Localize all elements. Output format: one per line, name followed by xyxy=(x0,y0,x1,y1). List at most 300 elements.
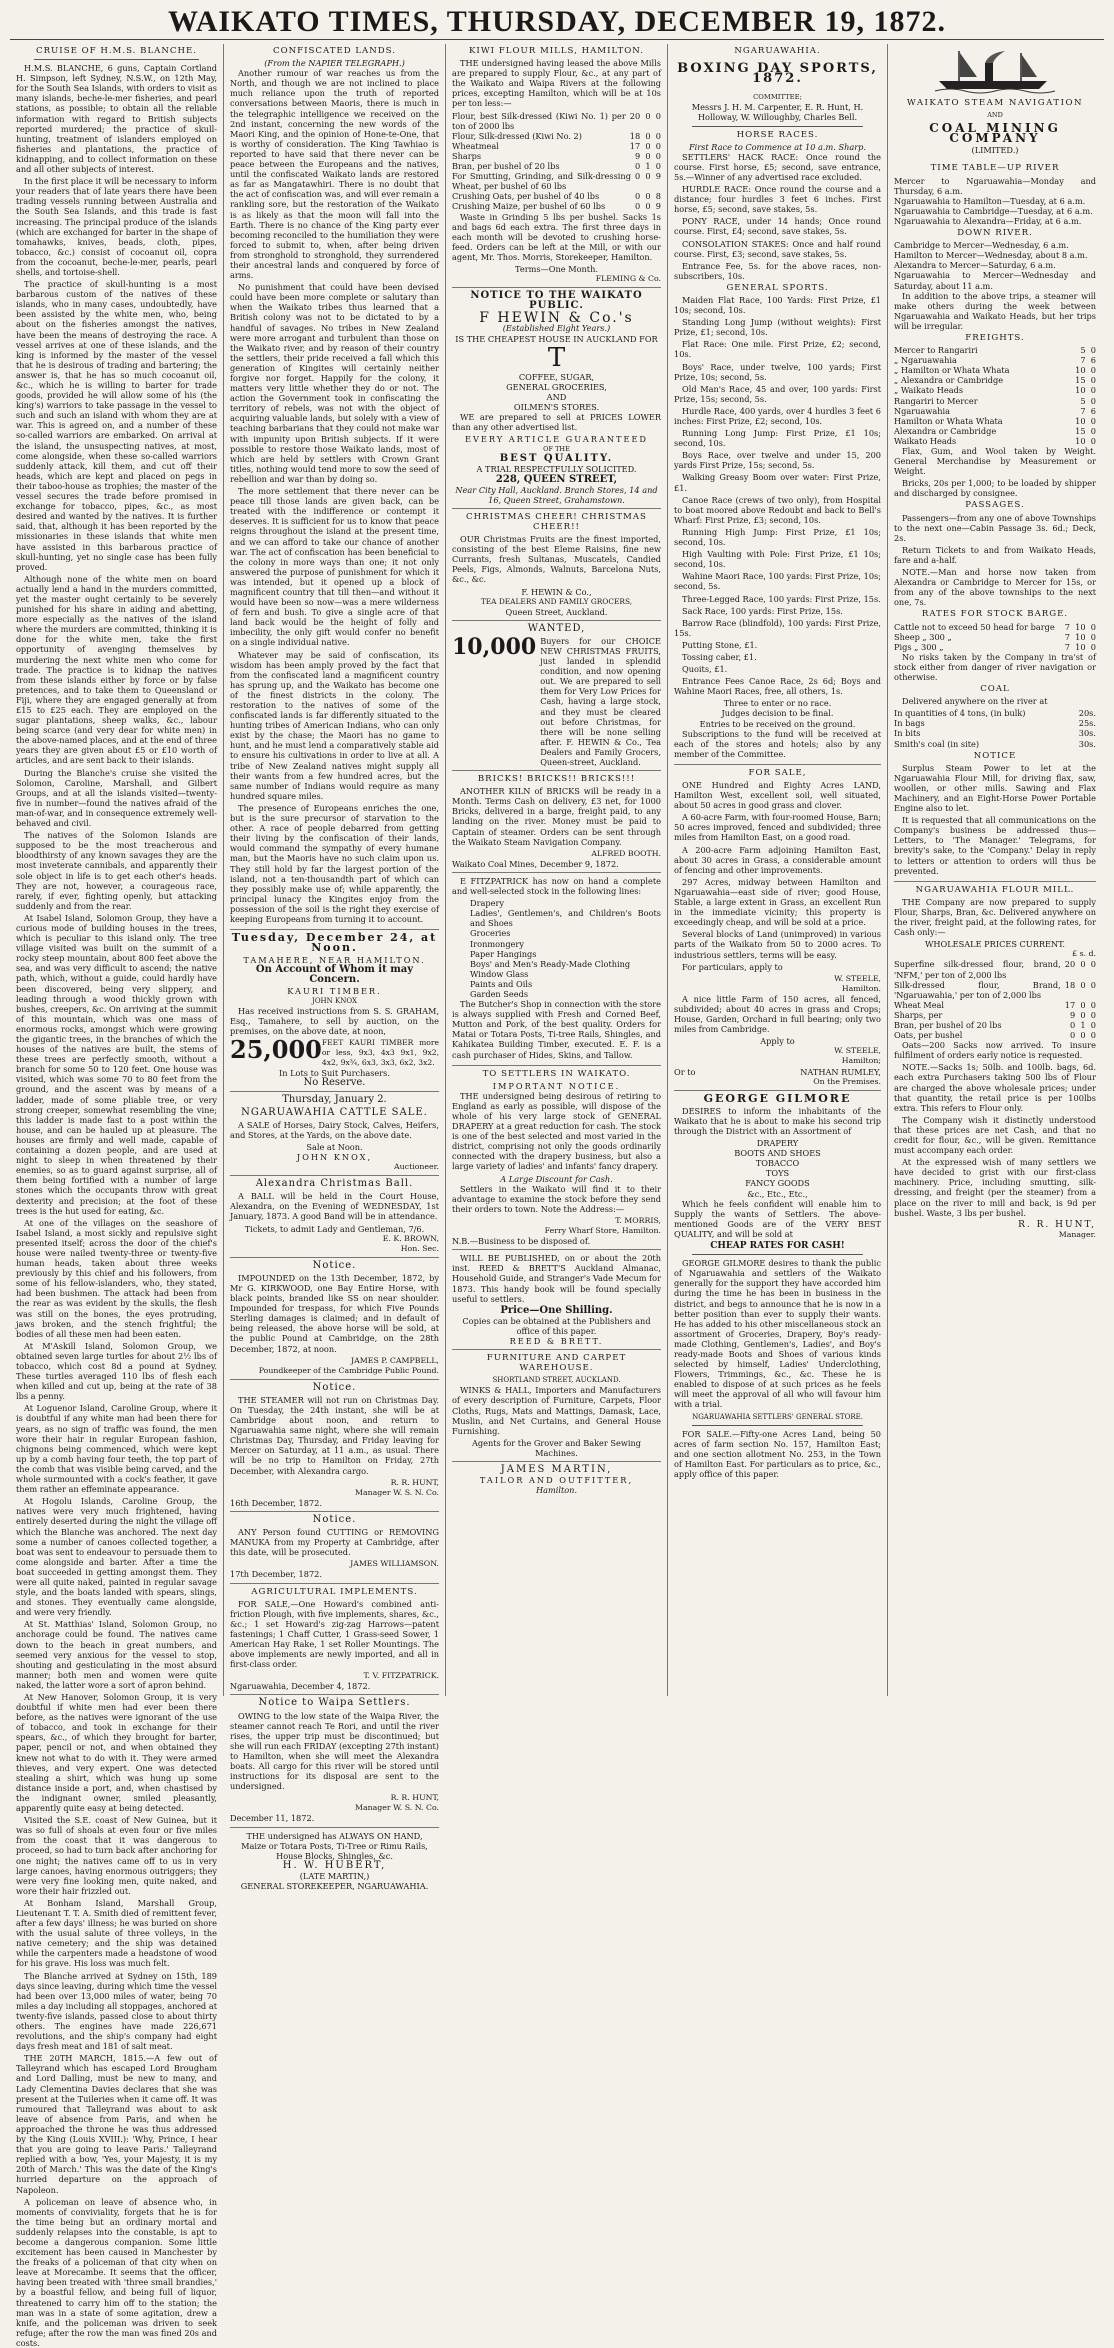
price-label: Bran, per bushel of 20 lbs xyxy=(452,161,560,172)
list-item: GENERAL GROCERIES, xyxy=(506,381,607,392)
price-row xyxy=(894,375,1096,385)
freights-list xyxy=(894,345,1096,446)
price-row xyxy=(894,959,1096,979)
hewin-items xyxy=(452,372,661,412)
coal-heading: COAL xyxy=(980,684,1010,695)
cruise-heading: CRUISE OF H.M.S. BLANCHE. xyxy=(36,46,197,56)
paragraph: Running Long Jump: First Prize, £1 10s; second, 10s. xyxy=(674,428,881,449)
price-value: 30s. xyxy=(1078,728,1096,739)
list-item: Groceries xyxy=(470,928,511,939)
gilmore-body: Which he feels confident will enable him to Supply the wants of Settlers. The above-mentioned Goods are of the VERY BEST QUALITY, and will be sold at xyxy=(674,1198,881,1239)
settlers-heading: TO SETTLERS IN WAIKATO. xyxy=(482,1068,631,1079)
wholesale-heading: WHOLESALE PRICES CURRENT. xyxy=(924,939,1066,950)
christmas-addr: Queen Street, Auckland. xyxy=(505,606,608,617)
committee-label: COMMITTEE; xyxy=(753,93,802,102)
notice-sign: JAMES P. CAMPBELL, xyxy=(351,1355,439,1365)
price-row xyxy=(452,171,661,191)
list-item: Drapery xyxy=(470,898,504,909)
furniture-body: WINKS & HALL, Importers and Manufacturers of every description of Furniture, Carpets, Floor Cloths, Rugs, Mats and Mattings, Damask, Lace, Muslin, and Net Curtains, and General House Furnishing. xyxy=(452,1385,661,1436)
paragraph: At Bonham Island, Marshall Group, Lieutenant T. T. A. Smith died of remittent fever, after a few days' illness; he was buried on shore with the usual salute of three volleys, in the native cemetery; and the ship was detained while the carpenters made a headstone of wood for his grave. His loss was much felt. xyxy=(16,1897,217,1969)
list-item: FANCY GOODS xyxy=(745,1178,810,1189)
paragraph: PONY RACE, under 14 hands; Once round course. First, £4; second, save stakes, 5s. xyxy=(674,216,881,237)
forsale-apply: Apply to xyxy=(760,1036,795,1047)
paragraph: At one of the villages on the seashore of Isabel Island, a most sickly and repulsive sight presented itself; across the door of the chief's house were nailed twenty-three or twenty-five human heads, taken about three weeks previously by this chief and his followers, from some of his fellow-islanders, who, they stated, had been bushmen. The attack had been from the rear as was evident by the skulls, the flesh was still on the bones, the eyes protruding, jaws broken, and the stench frightful; the bodies of all these men had been eaten. xyxy=(16,1217,217,1339)
wanted-heading: WANTED, xyxy=(527,622,586,634)
cattle-sale-ad xyxy=(230,1095,439,1176)
sale-big xyxy=(230,1035,439,1068)
paragraph: The natives of the Solomon Islands are supposed to be the most treacherous and bloodthirsty of any known savages they are the most inveterate cannibals, and apparently their sole object in life is to get each other's heads. They are not, however, a courageous race, rarely, if ever, fighting openly, but attacking suddenly and from the rear. xyxy=(16,830,217,911)
forsale-heading: FOR SALE, xyxy=(748,767,807,778)
price-row xyxy=(894,426,1096,436)
fitz-butcher: The Butcher's Shop in connection with the store is always supplied with Fresh and Corned Beef, Mutton and Pork, of the best quality. Orders for Matai or Totara Posts, Ti-tree Rails, Shingles, and Kahikatea Building Timber, executed. E. F. is a cash purchaser of Hides, Skins, and Tallow. xyxy=(452,999,661,1060)
price-value: 30s. xyxy=(1078,738,1096,749)
price-label: For Smutting, Grinding, and Silk-dressing Wheat, per bushel of 60 lbs xyxy=(452,171,631,192)
price-row xyxy=(894,365,1096,375)
rule xyxy=(692,1425,863,1426)
price-value: 20s. xyxy=(1078,708,1096,719)
mills-terms: Terms—One Month. xyxy=(515,263,598,274)
ball-role: Hon. Sec. xyxy=(400,1243,439,1253)
cattle-noon: Sale at Noon. xyxy=(306,1141,363,1152)
confiscated-lands-article xyxy=(230,46,439,930)
steele-name-2: W. STEELE, xyxy=(834,1046,881,1056)
paragraph: Whatever may be said of confiscation, its wisdom has been amply proved by the fact that from the confiscated land a magnificent country has sprung up, and the Waikato has become one of the finest districts in the colony. The restoration to the natives of some of the confiscated lands is far differently situated to the hunting tribes of American Indians, who can only exist by the chase; the Maori has no game to hunt, and he must lend a comparatively stable aid to ensure his cultivations in order to live at all. A tribe of New Zealand natives might supply all their wants from a few hundred acres, but the same number of Indians would require as many hundred square miles. xyxy=(230,649,439,801)
gilmore-intro: DESIRES to inform the inhabitants of the Waikato that he is about to make his second trip through the District with an Assortment of xyxy=(674,1105,881,1136)
rule xyxy=(692,126,863,127)
paragraph: In the first place it will be necessary to inform your readers that of late years there have been trading vessels running between Australia and the South Sea Islands, and this trade is fast increasing. The principal produce of the islands (which are exchanged for barter in the shape of tomahawks, knives, beads, cloth, pipes, tobacco, &c.) consist of cocoanut oil, copra from the cocoanut, beche-le-mer, pearls, pearl shells, and tortoise-shell. xyxy=(16,176,217,277)
mill-manager: Manager. xyxy=(1058,1229,1096,1239)
last-sale: FOR SALE.—Fifty-one Acres Land, being 50 acres of farm section No. 157, Hamilton East; and one section allotment No. 253, in the Town of Hamilton East. For particulars as to price, &c., apply office of this paper. xyxy=(674,1428,881,1479)
hubert-ad xyxy=(230,1831,439,1892)
martin-trade: TAILOR AND OUTFITTER, xyxy=(479,1475,634,1486)
paragraph: Quoits, £1. xyxy=(682,664,728,675)
price-label: Alexandra or Cambridge xyxy=(894,425,997,436)
steamer-notice xyxy=(230,1383,439,1512)
notice-date: 16th December, 1872. xyxy=(230,1497,322,1508)
sale-place: TAMAHERE, NEAR HAMILTON. xyxy=(243,955,426,966)
price-label: Wheat Meal xyxy=(894,999,945,1010)
list-item: Window Glass xyxy=(470,968,529,979)
implements-heading: AGRICULTURAL IMPLEMENTS. xyxy=(251,1586,418,1597)
price-row xyxy=(894,980,1096,1000)
confiscated-source: (From the NAPIER TELEGRAPH.) xyxy=(264,58,405,69)
price-row xyxy=(894,1010,1096,1020)
price-value: 0 0 0 xyxy=(1069,1030,1096,1041)
implements-ad xyxy=(230,1587,439,1696)
gilmore-heading: GEORGE GILMORE xyxy=(703,1091,852,1105)
price-value: 0 0 9 xyxy=(634,171,661,182)
price-label: In bits xyxy=(894,728,921,739)
masthead: WAIKATO TIMES, THURSDAY, DECEMBER 19, 1872. xyxy=(10,6,1104,40)
confiscated-body xyxy=(230,68,439,924)
paragraph: Canoe Race (crews of two only), from Hospital to boat moored above Redoubt and back to Bell's Wharf: First Prize, £3; second, 10s. xyxy=(674,494,881,525)
price-label: Bran, per bushel of 20 lbs xyxy=(894,1019,1002,1030)
sale-account: On Account of Whom it may Concern. xyxy=(255,964,414,986)
paragraph: At M'Askill Island, Solomon Group, we obtained seven large turtles for about 2½ lbs of tobacco, which cost 8d a pound at Sydney. These turtles averaged 110 lbs of flesh each when killed and cut up, being at the rate of 38 lbs a penny. xyxy=(16,1340,217,1402)
up-river-list xyxy=(894,176,1096,226)
price-row xyxy=(452,161,661,171)
steam-and: AND xyxy=(987,111,1003,120)
hewin-branches: Near City Hall, Auckland. Branch Stores, 14 and 16, Queen Street, Grahamstown. xyxy=(455,484,658,505)
price-label: Sheep „ 300 „ xyxy=(894,631,952,642)
price-value: 5 0 xyxy=(1080,345,1096,356)
paragraph: At Isabel Island, Solomon Group, they have a curious mode of building houses in the trees, which is peculiar to this island only. The tree village visited was built on the summit of a rocky steep mountain, about 800 feet above the sea, and was very difficult to ascend; the native path, which, without a guide, could hardly have been discovered, being very slippery, and leading through a wood thickly grown with bushes, creepers, &c. On arriving at the summit of this mountain, which was one mass of enormous rocks, amongst which were growing the gigantic trees, in the branches of which the houses of the natives are built, the stems of these trees are perfectly smooth, without a branch for some 50 to 120 feet. One house was visited, which was some 70 to 80 feet from the ground, and the ascent was by means of a ladder, made of some pliable tree, or very strong creeper, somewhat resembling the vine; this ladder is made fast to a post within the house, and can be hauled up at pleasure. The houses are firmly and well made, capable of containing a dozen people, and are used at night to sleep in when threatened by their enemies, so as to guard against surprise, all of them being fortified with a number of large stones which the occupants throw with great dexterity and precision; at the foot of these trees is the hut used for eating, &c. xyxy=(16,912,217,1216)
return-body: Return Tickets to and from Waikato Heads, fare and a-half. xyxy=(894,544,1096,565)
wanted-row xyxy=(452,633,661,767)
price-value: 17 0 0 xyxy=(1064,999,1096,1010)
paragraph: Putting Stone, £1. xyxy=(682,639,758,650)
sports-entrance: Entrance Fee, 5s. for the above races, non-subscribers, 10s. xyxy=(674,260,881,281)
for-sale-ad xyxy=(674,768,881,1091)
steam-coal: COAL MINING COMPANY xyxy=(929,121,1061,146)
notice-body: IMPOUNDED on the 13th December, 1872, by Mr G. KIRKWOOD, one Bay Entire Horse, with black points, branded like SS on near shoulder. Impounded for trespass, for which Five Pounds Sterling damages is claimed; and in default of being released, the above horse will be sold, at the public Pound at Cambridge, on the 28th December, 1872, at noon. xyxy=(230,1272,439,1354)
list-item: TOBACCO xyxy=(755,1158,800,1169)
price-value: 18 0 0 xyxy=(1064,979,1096,990)
gilmore-thanks: GEORGE GILMORE desires to thank the public of Ngaruawahia and settlers of the Waikato generally for the support they have accorded him during the time he has been in business in the district, and begs to announce that he is now in a better position than ever to supply their wants. He has added to his other miscellaneous stock an assortment of Groceries, Drapery, Boy's ready-made Clothing, Gentlemen's, Ladies', and Boy's ready-made Boots and Shoes of various kinds selected by himself, Ladies' Underclothing, Flowers, Trimmings, &c., &c. These he is enabled to dispose of at such prices as he feels will meet the approval of all who will favour him with a trial. xyxy=(674,1258,881,1410)
list-item: Ladies', Gentlemen's, and Children's Boots and Shoes xyxy=(470,908,661,929)
waipa-heading: Notice to Waipa Settlers. xyxy=(258,1697,411,1709)
paragraph: High Vaulting with Pole: First Prize, £1 10s; second, 10s. xyxy=(674,549,881,570)
coal-intro: Delivered anywhere on the river at xyxy=(902,696,1048,707)
settlers-sign: T. MORRIS, xyxy=(615,1215,661,1225)
price-row xyxy=(894,1020,1096,1030)
columns xyxy=(10,44,1104,2348)
sale-big-text: FEET KAURI TIMBER more or less, 9x3, 4x3 9x1, 9x2, 4x2, 9x¾, 6x3, 3x3, 6x2, 3x2. xyxy=(321,1038,439,1068)
hewin-address: 228, QUEEN STREET, xyxy=(495,473,618,485)
column-3 xyxy=(446,44,668,1696)
paragraph: Another rumour of war reaches us from the North, and though we are not inclined to place much reliance upon the truth of reported conversations between Maoris, there is much in the telegraphic intelligence we received on the 2nd instant, concerning the new words of the Maori King, and the opinion of Hone-te-One, that is worthy of consideration. The King Tawhiao is reported to have said that there never can be peace between the Europeans and the natives, until the confiscated Waikato lands are restored as far as Mangatawhiri. There is no doubt that the act of confiscation was, and will ever remain a rankling sore, but the restoration of the Waikato is as likely as that the moon will fall into the Earth. There is no chance of the King party ever becoming reconciled to the humiliation they were forced to submit to, when, after being driven from stronghold to stronghold, they surrendered their ancestral lands and conquered by force of arms. xyxy=(230,68,439,281)
settlers-sub: IMPORTANT NOTICE. xyxy=(492,1080,621,1091)
price-row xyxy=(894,1030,1096,1040)
steele-place: Hamilton. xyxy=(841,983,881,993)
list-item: DRAPERY xyxy=(756,1138,799,1149)
waipa-body: OWING to the low state of the Waipa River, the steamer cannot reach Te Rori, and until the river rises, the upper trip must be discontinued; but she will run each FRIDAY (excepting 27th instant) to Hamilton, when she will meet the Alexandra boats. All cargo for this river will be stored until instructions for its disposal are sent to the undersigned. xyxy=(230,1710,439,1792)
list-item: TOYS xyxy=(765,1168,790,1179)
risks-body: No risks taken by the Company in tra'st of stock either from danger of river navigation or otherwise. xyxy=(894,651,1096,682)
column-1 xyxy=(10,44,224,2348)
price-row xyxy=(894,345,1096,355)
list-item: Entries to be received on the ground. xyxy=(699,718,856,729)
martin-name: JAMES MARTIN, xyxy=(500,1464,613,1475)
mill-sign: R. R. HUNT, xyxy=(1018,1219,1096,1230)
list-item: Hamilton to Mercer—Wednesday, about 8 a.m. xyxy=(894,250,1088,261)
almanac-copies: Copies can be obtained at the Publishers and office of this paper. xyxy=(462,1315,651,1336)
forsale-particulars: For particulars, apply to xyxy=(682,961,783,972)
price-value: 0 0 9 xyxy=(634,201,661,212)
notice-sign: R. R. HUNT, xyxy=(390,1477,439,1487)
ball-heading: Alexandra Christmas Ball. xyxy=(255,1178,414,1190)
price-value: 7 6 xyxy=(1080,405,1096,416)
price-value: 10 0 xyxy=(1075,435,1096,446)
hewin-est: (Established Eight Years.) xyxy=(502,323,611,334)
stock-list xyxy=(894,622,1096,652)
sale-date: Tuesday, December 24, at Noon. xyxy=(231,931,438,955)
price-value: 10 0 xyxy=(1075,385,1096,396)
wanted-body: Buyers for our CHOICE NEW CHRISTMAS FRUITS, just landed in splendid condition, and now opening out. We are prepared to sell them for Very Low Prices for Cash, having a large stock, and they must be cleared out before Christmas, for there will be none selling after. F. HEWIN & Co., Tea Dealers and Family Grocers, Queen-street, Auckland. xyxy=(540,635,661,767)
price-label: Crushing Oats, per bushel of 40 lbs xyxy=(452,191,600,202)
settlers-body: THE undersigned being desirous of retiring to England as early as possible, will dispose of the whole of his very large stock of GENERAL DRAPERY at a great reduction for cash. The stock is one of the best selected and most varied in the district, comprising not only the goods ordinarily connected with the drapery business, but also a large variety of ladies' and infants' fancy drapery. xyxy=(452,1090,661,1172)
price-label: Rangariri to Mercer xyxy=(894,395,978,406)
price-row xyxy=(452,191,661,201)
hewin-body: WE are prepared to sell at PRICES LOWER than any other advertised list. xyxy=(452,412,661,433)
list-item: Garden Seeds xyxy=(470,988,529,999)
column-5 xyxy=(888,44,1102,1696)
price-label: Silk-dressed flour, Brand, 'Ngaruawahia,' per ton of 2,000 lbs xyxy=(894,979,1061,1000)
list-item: Ngaruawahia to Cambridge—Tuesday, at 6 a.m. xyxy=(894,205,1093,216)
furniture-agents: Agents for the Grover and Baker Sewing Machines. xyxy=(471,1437,642,1458)
implements-date: Ngaruawahia, December 4, 1872. xyxy=(230,1681,371,1692)
sale-body: Has received instructions from S. S. GRAHAM, Esq., Tamahere, to sell by auction, on the premises, on the above date, at noon, xyxy=(230,1005,439,1036)
settlers-nb: N.B.—Business to be disposed of. xyxy=(452,1236,591,1247)
price-row xyxy=(894,355,1096,365)
mills-body: THE undersigned having leased the above Mills are prepared to supply Flour, &c., at any part of the Waikato and Waipa Rivers at the following prices, excepting Hamilton, which will be at 10s per ton less:— xyxy=(452,58,661,109)
notice-heading: Notice. xyxy=(312,1381,357,1393)
price-value: 9 0 0 xyxy=(634,150,661,161)
price-row xyxy=(894,385,1096,395)
mills-heading: KIWI FLOUR MILLS, HAMILTON. xyxy=(469,46,644,56)
steam-name: WAIKATO STEAM NAVIGATION xyxy=(906,98,1084,108)
sale-timber: KAURI TIMBER. xyxy=(287,985,382,996)
furniture-ad xyxy=(452,1353,661,1462)
notice-date: 17th December, 1872. xyxy=(230,1569,322,1580)
price-row xyxy=(452,201,661,211)
price-value: 5 0 xyxy=(1080,395,1096,406)
rule xyxy=(34,59,199,60)
price-value: 7 10 0 xyxy=(1064,641,1096,652)
wanted-ad xyxy=(452,624,661,771)
christmas-trade: TEA DEALERS AND FAMILY GROCERS, xyxy=(480,596,633,606)
hewin-name: F HEWIN & Co.'s xyxy=(479,310,634,327)
list-item: Paper Hangings xyxy=(470,948,537,959)
price-value: 7 10 0 xyxy=(1064,631,1096,642)
implements-body: FOR SALE,—One Howard's combined anti-friction Plough, with five implements, shares, &c., &c.; 1 set Howard's zig-zag Harrows—patent fastenings; 1 Chaff Cutter, 1 Grass-seed Sower, 1 American Hay Rake, 1 set Roller Mountings. The above implements are newly imported, and all in first-class order. xyxy=(230,1598,439,1670)
steam-limited: (LIMITED.) xyxy=(971,145,1019,156)
sports-fees: Entrance Fees Canoe Race, 2s 6d; Boys and Wahine Maori Races, free, all others, 1s. xyxy=(674,676,881,697)
paragraph: The more settlement that there never can be peace till those lands are given back, can be treated with the indifference or contempt it deserves. It is sufficient for us to know that peace reigns throughout the island at the present time, and we can afford to take our chance of another war. The act of confiscation has been beneficial to the colony in more ways than one; it not only answered the purpose of punishment for which it was intended, but it opened up a block of magnificent country that till then—and without it would have been so now—was a mere wilderness of fern and bush. To give a single acre of that land back would be the height of folly and imbecility, the only gift would confer no benefit on a single individual native. xyxy=(230,486,439,648)
bricks-body: ANOTHER KILN of BRICKS will be ready in a Month. Terms Cash on delivery, £3 net, for 1000 Bricks, delivered in a barge, freight paid, to any landing on the river. Money must be paid to Captain of steamer. Orders can be sent through the Waikato Steam Navigation Company. xyxy=(452,786,661,847)
list-item: Paints and Oils xyxy=(470,978,533,989)
sale-lots: In Lots to Suit Purchasers. xyxy=(279,1068,390,1079)
lsd-heading: £ s. d. xyxy=(1072,949,1096,959)
price-label: „ Waikato Heads xyxy=(894,385,964,396)
christmas-sign: F. HEWIN & Co., xyxy=(521,586,592,597)
price-row xyxy=(894,416,1096,426)
list-item: Ironmongery xyxy=(470,938,524,949)
bricks-place: Waikato Coal Mines, December 9, 1872. xyxy=(452,858,619,869)
notice-role: Manager W. S. N. Co. xyxy=(354,1487,439,1497)
ball-tickets: Tickets, to admit Lady and Gentleman, 7/6. xyxy=(244,1223,425,1234)
price-row xyxy=(452,141,661,151)
sale-big-number: 25,000 xyxy=(230,1035,322,1064)
steam-navigation-ad xyxy=(894,98,1096,882)
notice-heading: NOTICE xyxy=(973,750,1017,761)
flour-mills-ad xyxy=(452,46,661,288)
list-item: Three to enter or no race. xyxy=(723,698,832,709)
passages-heading: PASSAGES. xyxy=(965,500,1025,511)
mill-body: THE Company are now prepared to supply Flour, Sharps, Bran, &c. Delivered anywhere on the river, freight paid, at the following rates, for Cash only:— xyxy=(894,896,1096,938)
price-label: Flour, best Silk-dressed (Kiwi No. 1) per ton of 2000 lbs xyxy=(452,110,626,131)
paragraph: Although none of the white men on board actually lend a hand in the murders committed, yet the master ought certainly to be severely punished for his share in aiding and abetting, more especially as the natives of the island where the murders are committed, thinking it is done for the white men, take the first opportunity of avenging themselves by murdering the next white men who come for trade. The practice is to kidnap the natives from these islands either by force or by false pretences, and to take them to Queensland or Fiji, where they are engaged generally at from £15 to £25 each. They are employed on the sugar plantations, sheep walks, &c., labour being scarce (and very dear for white men) in the above-named places, and at the end of three years they are given about £5 or £10 worth of articles, and are sent back to their islands. xyxy=(16,573,217,766)
hewin-trial: A TRIAL RESPECTFULLY SOLICITED. xyxy=(476,464,637,475)
list-item: AND xyxy=(546,391,567,402)
mills-price-list xyxy=(452,111,661,212)
furniture-addr: SHORTLAND STREET, AUCKLAND. xyxy=(492,1376,621,1385)
notice-body: Surplus Steam Power to let at the Ngaruawahia Flour Mill, for driving flax, saw, woollen, or other mills. Sawing and Flax Machinery, and an Eight-Horse Power Portable Engine also to let. xyxy=(894,762,1096,814)
paragraph: No punishment that could have been devised could have been more complete or salutary than when the Waikato tribes thus learned that a British colony was not to be dictated to by a handful of savages. No tribes in New Zealand were more arrogant and turbulent than those on the Waikato river, and by reason of their country the settlers, their pride received a fall which this generation of Kingites will certainly neither forgive nor forget. Happily for the colony, it matters very little whether they do or not. The action the Government took in confiscating the territory of rebels, was not with the object of acquiring valuable lands, but solely with a view of teaching barbarians that they could not make war with impunity upon British subjects. If it were possible to restore those Waikato lands, most of which are held by settlers with Crown Grant titles, nothing would tend more to sow the seed of rebellion and war than by doing so. xyxy=(230,282,439,484)
paragraph: SETTLERS' HACK RACE: Once round the course. First horse, £5; second, save entrance, 5s.—Winner of any advertised race excluded. xyxy=(674,151,881,182)
rule xyxy=(692,1254,863,1255)
paragraph: The presence of Europeans enriches the one, but is the sure precursor of starvation to the other. A race of people debarred from getting their living by the confiscation of their lands, would command the sympathy of every humane man, but the Maoris have no such claim upon us. They still hold by far the largest portion of the island, not a ten-thousandth part of which can they possibly make use of; while apparently, the principal lunacy the Kingites enjoy from the possession of the soil is the right they exercise of keeping Europeans from turning it to account. xyxy=(230,802,439,924)
paragraph: At Loguenor Island, Caroline Group, where it is doubtful if any white man had been there for years, as no sign of traffic was found, the men wore their hair in regular European fashion, chignons being commenced, which were kept up by a comb having four teeth, the top part of the comb that was visible being carved, and the whole surmounted with a cock's feather, it gave them rather an effeminate appearance. xyxy=(16,1403,217,1495)
confiscated-heading: CONFISCATED LANDS. xyxy=(273,46,396,56)
settlers-ad xyxy=(452,1069,661,1251)
coal-list xyxy=(894,708,1096,748)
gilmore-store: NGARUAWAHIA SETTLERS' GENERAL STORE. xyxy=(692,1412,863,1421)
impounded-notice xyxy=(230,1261,439,1380)
sale-reserve: No Reserve. xyxy=(303,1077,366,1089)
price-row xyxy=(894,708,1096,718)
steele-name: W. STEELE, xyxy=(834,973,881,983)
hubert-intro: THE undersigned has ALWAYS ON HAND, xyxy=(246,1830,423,1841)
paragraph: Running High Jump: First Prize, £1 10s; second, 10s. xyxy=(674,526,881,548)
list-item: Ngaruawahia to Hamilton—Tuesday, at 6 a.m. xyxy=(894,195,1086,206)
list-item: Judges decision to be final. xyxy=(721,708,834,719)
mills-notes: Waste in Grinding 5 lbs per bushel. Sacks 1s and bags 6d each extra. The first three days in each month will be devoted to crushing horse-feed. Orders can be left at the Mill, or with our agent, Mr. Thos. Morris, Storekeeper, Hamilton. xyxy=(452,211,661,262)
paragraph: Walking Greasy Boom over water: First Prize, £1. xyxy=(674,472,881,493)
almanac-sign: REED & BRETT. xyxy=(509,1335,604,1346)
price-row xyxy=(894,718,1096,728)
implements-sign: T. V. FITZPATRICK. xyxy=(363,1671,439,1681)
price-row xyxy=(894,436,1096,446)
general-heading: GENERAL SPORTS. xyxy=(726,282,829,293)
forsale-forty: A nice little Farm of 150 acres, all fenced, subdivided; about 40 acres in grass and Crops; House, Garden, Orchard in full bearing; only two miles from Cambridge. xyxy=(674,993,881,1035)
price-label: Wheatmeal xyxy=(452,140,499,151)
notice-body: THE STEAMER will not run on Christmas Day. On Tuesday, the 24th instant, she will be at Cambridge about noon, and return to Ngaruawahia same night, where she will remain Christmas Day, Thursday, and Friday leaving for Mercer on Saturday, at 11 a.m., as usual. There will be no trip to Hamilton on Friday, 27th December, with Alexandra cargo. xyxy=(230,1394,439,1476)
price-value: 0 1 0 xyxy=(1069,1019,1096,1030)
christmas-ad xyxy=(452,512,661,621)
request-body: It is requested that all communications on the Company's business be addressed thus—Letters, to 'The Manager.' Telegrams, for brevity's sake, to the 'Company.' Delay in reply to letters or attention to orders will thus be prevented. xyxy=(894,815,1096,876)
almanac-price: Price—One Shilling. xyxy=(500,1304,613,1316)
settlers-body2: Settlers in the Waikato will find it to their advantage to examine the stock before they send their orders to town. Note the Address:— xyxy=(452,1183,661,1214)
paragraph: ONE Hundred and Eighty Acres LAND, Hamilton West, excellent soil, well situated, about 50 acres in good grass and clover. xyxy=(674,780,881,811)
paragraph: Flat Race: One mile. First Prize, £2; second, 10s. xyxy=(674,339,881,360)
waipa-date: December 11, 1872. xyxy=(230,1813,315,1824)
list-item: Alexandra to Mercer—Saturday, 6 a.m. xyxy=(894,260,1056,271)
price-value: 10 0 xyxy=(1075,365,1096,376)
sports-title: BOXING DAY SPORTS, 1872. xyxy=(677,61,878,87)
fitz-body: E FITZPATRICK has now on hand a complete and well-selected stock in the following lines: xyxy=(452,875,661,897)
forsale-list xyxy=(674,780,881,960)
price-row xyxy=(894,406,1096,416)
price-value: 17 0 0 xyxy=(629,140,661,151)
list-item: Mercer to Ngaruawahia—Monday and Thursday, 6 a.m. xyxy=(894,175,1096,196)
price-label: Smith's coal (in site) xyxy=(894,738,980,749)
paragraph: Old Man's Race, 45 and over, 100 yards: First Prize, 15s; second, 5s. xyxy=(674,383,881,404)
sports-place: NGARUAWAHIA. xyxy=(734,46,821,56)
hubert-formerly: (LATE MARTIN,) xyxy=(299,1870,370,1881)
mill-heading: NGARUAWAHIA FLOUR MILL. xyxy=(915,884,1075,895)
cattle-role: Auctioneer. xyxy=(394,1162,439,1172)
hewin-guarantee: EVERY ARTICLE GUARANTEED xyxy=(464,434,649,445)
timber-sale-ad xyxy=(230,933,439,1092)
paragraph: HURDLE RACE: Once round the course and a distance; four hurdles 3 feet 6 inches. First horse, £5; second, save stakes, 5s. xyxy=(674,184,881,215)
horse-heading: HORSE RACES. xyxy=(736,129,819,140)
price-label: Oats, per bushel xyxy=(894,1030,963,1041)
paragraph: Barrow Race (blindfold), 100 yards: First Prize, 15s. xyxy=(674,617,881,638)
mill-exchange: At the expressed wish of many settlers we have decided to grist with our first-class machinery. Price, including smutting, silk-dressing, and freight (per the steamer) from a place on the river to mill and back, is 9d per bushel. Waste, 3 lbs per bushel. xyxy=(894,1157,1096,1218)
list-item: Cambridge to Mercer—Wednesday, 6 a.m. xyxy=(894,240,1069,251)
price-label: „ Ngaruawahia xyxy=(894,355,957,366)
wanted-number: 10,000 xyxy=(452,633,537,660)
paragraph: CONSOLATION STAKES: Once and half round course. First, £3; second, save stakes, 5s. xyxy=(674,238,881,259)
price-label: Flour, Silk-dressed (Kiwi No. 2) xyxy=(452,130,582,141)
waipa-notice xyxy=(230,1698,439,1827)
price-label: Superfine silk-dressed flour, brand, 'NFM,' per ton of 2,000 lbs xyxy=(894,959,1061,980)
horse-races xyxy=(674,152,881,259)
sale-auctioneer: JOHN KNOX xyxy=(312,996,357,1005)
price-label: Crushing Maize, per bushel of 60 lbs xyxy=(452,201,606,212)
down-heading: DOWN RIVER. xyxy=(957,228,1033,239)
or-to: Or to xyxy=(674,1066,696,1077)
ball-sign: E. K. BROWN, xyxy=(382,1233,439,1243)
timetable-heading: TIME TABLE—UP RIVER xyxy=(930,163,1060,174)
paragraph: Maiden Flat Race, 100 Yards: First Prize, £1 10s; second, 10s. xyxy=(674,294,881,316)
nathan-name: NATHAN RUMLEY, xyxy=(800,1066,881,1077)
hewin-quality: BEST QUALITY. xyxy=(499,453,614,465)
notice-heading: Notice. xyxy=(312,1259,357,1271)
freights-heading: FREIGHTS. xyxy=(965,332,1025,343)
price-value: 20 0 0 xyxy=(629,110,661,121)
price-row xyxy=(452,111,661,131)
down-river-list xyxy=(894,240,1096,290)
bricks-ad xyxy=(452,774,661,873)
price-label: Sharps, per xyxy=(894,1009,943,1020)
price-label: Cattle not to exceed 50 head for barge xyxy=(894,621,1055,632)
paragraph: At Hogolu Islands, Caroline Group, the natives were very much frightened, having entirely deserted during the night the village off which the Blanche was anchored. The next day some a number of canoes collected together, a boat was sent to endeavour to persuade them to come alongside and barter. After a time the boat succeeded in getting amongst them. They were all quite naked, painted in regular savage style, and the boats landed with spears, slings, and stones. They eventually came alongside, and were very friendly. xyxy=(16,1496,217,1618)
settlers-discount: A Large Discount for Cash. xyxy=(500,1173,613,1184)
price-row xyxy=(894,642,1096,652)
boxing-day-ad xyxy=(674,46,881,765)
price-row xyxy=(894,632,1096,642)
hubert-title: GENERAL STOREKEEPER, NGARUAWAHIA. xyxy=(240,1881,429,1892)
waipa-role: Manager W. S. N. Co. xyxy=(354,1803,439,1813)
mill-oats: Oats—200 Sacks now arrived. To insure fulfilment of orders early notice is requested. xyxy=(894,1040,1096,1061)
price-value: 9 0 0 xyxy=(1069,1009,1096,1020)
price-value: 7 10 0 xyxy=(1064,621,1096,632)
hewin-ad xyxy=(452,291,661,509)
notice-sign: JAMES WILLIAMSON. xyxy=(350,1559,439,1569)
paragraph: Several blocks of Land (unimproved) in various parts of the Waikato from 50 to 2000 acres. To industrious settlers, terms will be easy. xyxy=(674,929,881,960)
committee: Messrs J. H. M. Carpenter, E. R. Hunt, H. Holloway, W. Willoughby, Charles Bell. xyxy=(691,102,864,123)
stock-heading: RATES FOR STOCK BARGE. xyxy=(921,609,1069,620)
price-row xyxy=(452,131,661,141)
price-value: 15 0 xyxy=(1075,425,1096,436)
almanac-ad xyxy=(452,1253,661,1350)
paragraph: Boys Race, over twelve and under 15, 200 yards First Prize, 15s; second, 5s. xyxy=(674,450,881,471)
price-label: Pigs „ 300 „ xyxy=(894,641,944,652)
bricks-sign: ALFRED BOOTH. xyxy=(591,848,661,858)
hewin-t: T xyxy=(547,342,566,373)
list-item: OILMEN'S STORES. xyxy=(513,401,600,412)
price-label: „ Alexandra or Cambridge xyxy=(894,375,1004,386)
price-label: Waikato Heads xyxy=(894,435,957,446)
paragraph: During the Blanche's cruise she visited the Solomon, Caroline, Marshall, and Gilbert Groups, and at all the islands visited—twenty-five in number—found the natives afraid of the man-of-war, and in consequence extremely well-behaved and civil. xyxy=(16,767,217,829)
price-row xyxy=(894,739,1096,749)
price-row xyxy=(452,151,661,161)
mills-sign: FLEMING & Co. xyxy=(595,274,661,284)
list-item: Ngaruawahia to Mercer—Wednesday and Saturday, about 11 a.m. xyxy=(894,270,1096,291)
passages-body: Passengers—from any one of above Townships to the next one—Cabin Passage 3s. 6d.; Deck, 2s. xyxy=(894,512,1096,543)
